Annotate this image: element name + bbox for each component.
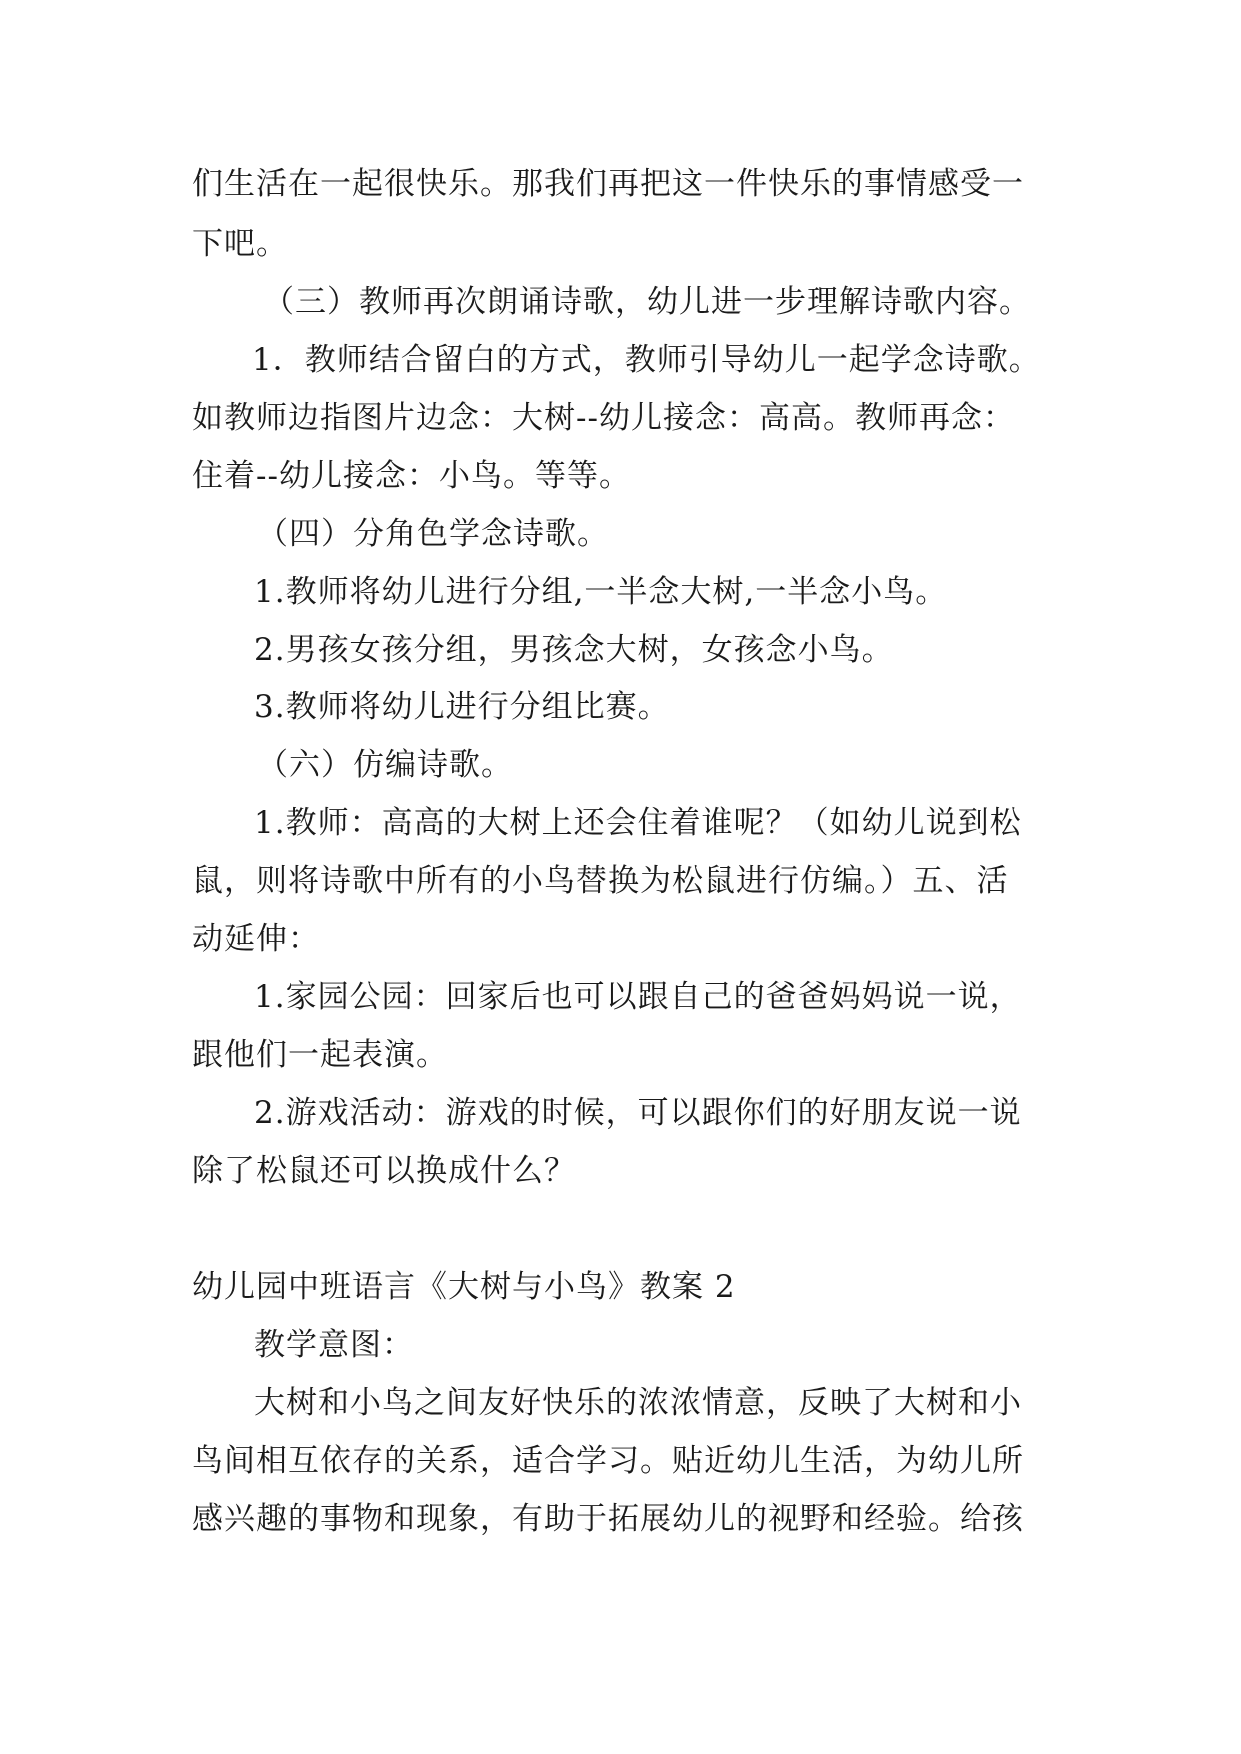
list-item: 1.教师：高高的大树上还会住着谁呢？（如幼儿说到松 xyxy=(254,805,1022,841)
body-text-line: 下吧。 xyxy=(192,226,288,262)
body-text-line: 们生活在一起很快乐。那我们再把这一件快乐的事情感受一 xyxy=(192,166,1024,202)
list-item: 3.教师将幼儿进行分组比赛。 xyxy=(254,689,670,725)
body-text-line: 住着--幼儿接念：小鸟。等等。 xyxy=(192,458,631,494)
body-text-line: 大树和小鸟之间友好快乐的浓浓情意，反映了大树和小 xyxy=(254,1385,1022,1421)
body-text-line: 鼠，则将诗歌中所有的小鸟替换为松鼠进行仿编。）五、活 xyxy=(192,863,1009,899)
list-item: 1.家园公园：回家后也可以跟自己的爸爸妈妈说一说， xyxy=(254,979,1022,1015)
section-heading: （三）教师再次朗诵诗歌，幼儿进一步理解诗歌内容。 xyxy=(263,284,1031,320)
section-heading: （六）仿编诗歌。 xyxy=(257,747,513,783)
body-text-line: 动延伸： xyxy=(192,921,320,957)
list-item: 1.教师将幼儿进行分组,一半念大树,一半念小鸟。 xyxy=(254,574,948,610)
list-item: 2.男孩女孩分组，男孩念大树，女孩念小鸟。 xyxy=(254,632,894,668)
body-text-line: 除了松鼠还可以换成什么？ xyxy=(192,1153,576,1189)
body-text-line: 感兴趣的事物和现象，有助于拓展幼儿的视野和经验。给孩 xyxy=(192,1501,1024,1537)
document-title: 幼儿园中班语言《大树与小鸟》教案 2 xyxy=(192,1269,736,1305)
section-heading: 教学意图： xyxy=(254,1327,414,1363)
list-item: 1．教师结合留白的方式，教师引导幼儿一起学念诗歌。 xyxy=(252,342,1041,378)
body-text-line: 如教师边指图片边念：大树--幼儿接念：高高。教师再念： xyxy=(192,400,1015,436)
section-heading: （四）分角色学念诗歌。 xyxy=(257,516,609,552)
body-text-line: 鸟间相互依存的关系，适合学习。贴近幼儿生活，为幼儿所 xyxy=(192,1443,1024,1479)
body-text-line: 跟他们一起表演。 xyxy=(192,1037,448,1073)
list-item: 2.游戏活动：游戏的时候，可以跟你们的好朋友说一说 xyxy=(254,1095,1022,1131)
